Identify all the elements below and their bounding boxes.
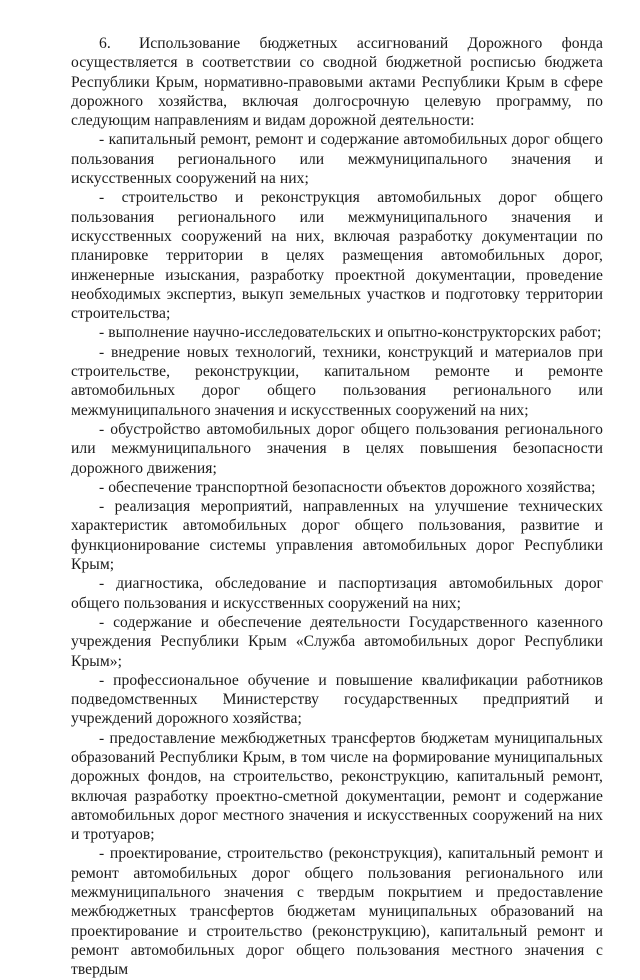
list-item-interbudget-transfers: - предоставление межбюджетных трансфертов бюджетам муниципальных образований Республики Крым, в том числе на формирование муниципальных дорожных фондов, на строительство, реконструкцию, капитальный ремонт, включая разработку проектно-сметной документации, ремонт и содержание автомобильных дорог местного значения и искусственных сооружений на них и тротуаров; bbox=[71, 729, 603, 844]
list-item-capital-repair: - капитальный ремонт, ремонт и содержание автомобильных дорог общего пользования регионального или межмуниципального значения и искусственных сооружений на них; bbox=[71, 131, 603, 188]
document-body bbox=[71, 34, 603, 980]
list-item-agency-maintenance: - содержание и обеспечение деятельности Государственного казенного учреждения Республики Крым «Служба автомобильных дорог Республики Крым»; bbox=[71, 613, 603, 670]
paragraph-number: 6. bbox=[99, 35, 111, 52]
list-item-transport-security: - обеспечение транспортной безопасности объектов дорожного хозяйства; bbox=[99, 478, 596, 496]
list-item-construction: - строительство и реконструкция автомобильных дорог общего пользования регионального или межмуниципального значения и искусственных сооружений на них, включая разработку документации по планировке территории в целях размещения автомобильных дорог, инженерные изыскания, разработку проектной документации, проведение необходимых экспертиз, выкуп земельных участков и подготовку территории строительства; bbox=[71, 189, 603, 323]
list-item-diagnostics: - диагностика, обследование и паспортизация автомобильных дорог общего пользования и искусственных сооружений на них; bbox=[71, 575, 603, 612]
list-item-road-arrangement: - обустройство автомобильных дорог общего пользования регионального или межмуниципального значения в целях повышения безопасности дорожного движения; bbox=[71, 420, 603, 477]
list-item-design-construction: - проектирование, строительство (реконструкция), капитальный ремонт и ремонт автомобильных дорог общего пользования регионального или межмуниципального значения с твердым покрытием и предоставление межбюджетных трансфертов бюджетам муниципальных образований на проектирование и строительство (реконструкцию), капитальный ремонт и ремонт автомобильных дорог общего пользования местного значения с твердым bbox=[71, 845, 603, 979]
list-item-new-technologies: - внедрение новых технологий, техники, конструкций и материалов при строительстве, реконструкции, капитальном ремонте и ремонте автомобильных дорог общего пользования регионального или межмуниципального значения и искусственных сооружений на них; bbox=[71, 343, 603, 419]
paragraph-6-intro bbox=[71, 34, 603, 130]
paragraph-text: Использование бюджетных ассигнований Дорожного фонда осуществляется в соответствии со сводной бюджетной росписью бюджета Республики Крым, нормативно-правовыми актами Республики Крым в сфере дорожного хозяйства, включая долгосрочную целевую программу, по следующим направлениям и видам дорожной деятельности: bbox=[71, 35, 603, 130]
list-item-research: - выполнение научно-исследовательских и опытно-конструкторских работ; bbox=[99, 324, 602, 342]
list-item-training: - профессиональное обучение и повышение квалификации работников подведомственных Министерству государственных предприятий и учреждений дорожного хозяйства; bbox=[71, 671, 603, 728]
list-item-improvement-measures: - реализация мероприятий, направленных на улучшение технических характеристик автомобильных дорог общего пользования, развитие и функционирование системы управления автомобильных дорог Республики Крым; bbox=[71, 498, 603, 574]
